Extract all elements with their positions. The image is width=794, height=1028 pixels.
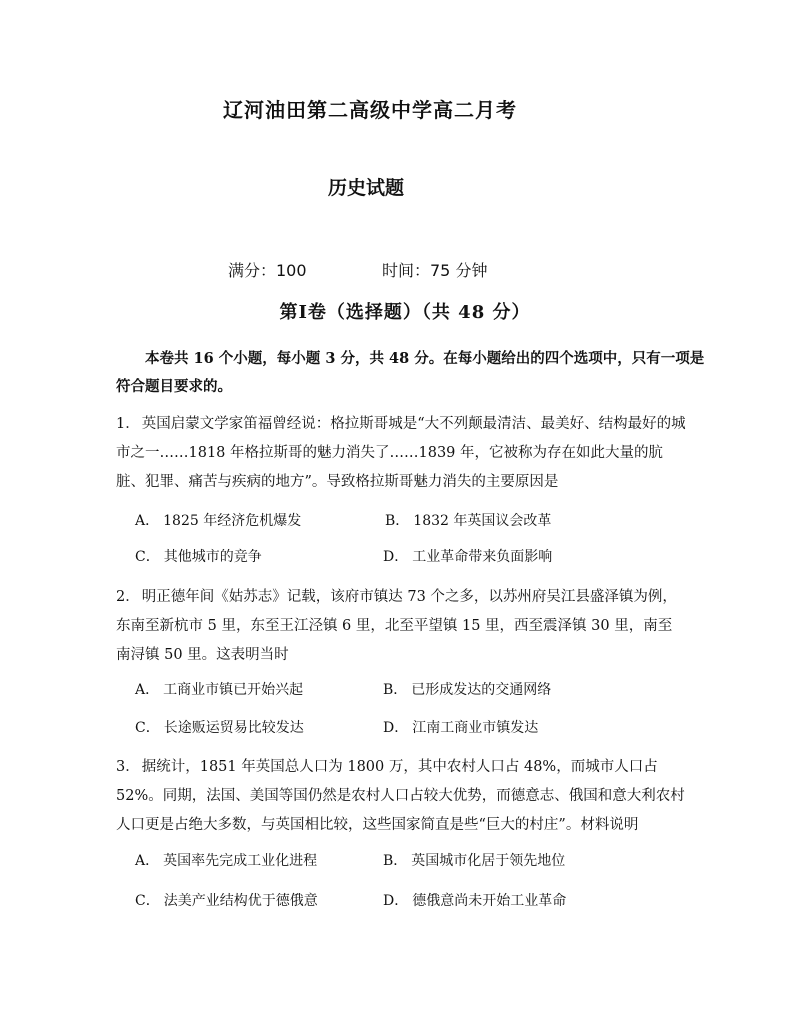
option-letter: C． [135,893,160,909]
section-title: 第Ⅰ卷（选择题）（共 48 分） [279,302,531,323]
question-2-option-b[interactable] [383,679,551,699]
question-3 [116,753,686,840]
option-letter: D． [383,893,409,909]
question-3-option-b[interactable] [383,850,565,870]
question-stem: 据统计，1851 年英国总人口为 1800 万，其中农村人口占 48%，而城市人口占 52%。同期，法国、美国等国仍然是农村人口占较大优势，而德意志、俄国和意大利农村人口更是占绝大多数，与英国相比较，这些国家简直是些“巨大的村庄”。材料说明 [116,759,685,833]
option-text: 长途贩运贸易比较发达 [163,720,304,736]
question-1 [116,410,686,497]
question-1-option-b[interactable] [385,510,551,530]
option-letter: B． [383,853,408,869]
question-number: 3． [116,759,140,775]
subject-title: 历史试题 [327,177,404,199]
question-number: 1． [116,416,140,432]
school-title: 辽河油田第二高级中学高二月考 [223,98,517,122]
option-text: 工业革命带来负面影响 [412,549,553,565]
option-letter: D． [383,720,409,736]
question-2 [116,583,686,670]
question-3-option-c[interactable] [135,890,318,910]
option-text: 1825 年经济危机爆发 [163,513,302,529]
option-letter: D． [383,549,409,565]
section-instructions: 本卷共 16 个小题，每小题 3 分，共 48 分。在每小题给出的四个选项中，只有一项是符合题目要求的。 [116,350,705,395]
option-text: 工商业市镇已开始兴起 [163,682,304,698]
question-3-option-d[interactable] [383,890,566,910]
option-letter: C． [135,720,160,736]
option-letter: C． [135,549,160,565]
question-stem: 英国启蒙文学家笛福曾经说：格拉斯哥城是“大不列颠最清洁、最美好、结构最好的城市之一……1818 年格拉斯哥的魅力消失了……1839 年，它被称为存在如此大量的肮脏、犯罪、痛苦与疾病的地方”。导致格拉斯哥魅力消失的主要原因是 [116,416,686,490]
option-text: 英国率先完成工业化进程 [163,853,318,869]
option-text: 已形成发达的交通网络 [411,682,552,698]
question-1-option-a[interactable] [135,510,301,530]
option-text: 德俄意尚未开始工业革命 [412,893,567,909]
option-letter: B． [385,513,410,529]
option-text: 江南工商业市镇发达 [412,720,539,736]
question-stem: 明正德年间《姑苏志》记载，该府市镇达 73 个之多，以苏州府吴江县盛泽镇为例，东南至新杭市 5 里，东至王江泾镇 6 里，北至平望镇 15 里，西至震泽镇 30 里，南至南浔镇 50 里。这表明当时 [116,589,677,663]
question-number: 2． [116,589,140,605]
option-text: 法美产业结构优于德俄意 [163,893,318,909]
option-letter: A． [135,513,160,529]
question-2-option-d[interactable] [383,717,538,737]
full-score-label: 满分：100 [228,261,307,280]
option-letter: A． [135,682,160,698]
time-limit-label: 时间：75 分钟 [382,261,488,280]
option-text: 其他城市的竞争 [163,549,262,565]
question-2-option-c[interactable] [135,717,304,737]
question-2-option-a[interactable] [135,679,303,699]
question-1-option-c[interactable] [135,546,262,566]
question-1-option-d[interactable] [383,546,552,566]
option-text: 1832 年英国议会改革 [413,513,552,529]
question-3-option-a[interactable] [135,850,317,870]
option-letter: B． [383,682,408,698]
option-letter: A． [135,853,160,869]
option-text: 英国城市化居于领先地位 [411,853,566,869]
